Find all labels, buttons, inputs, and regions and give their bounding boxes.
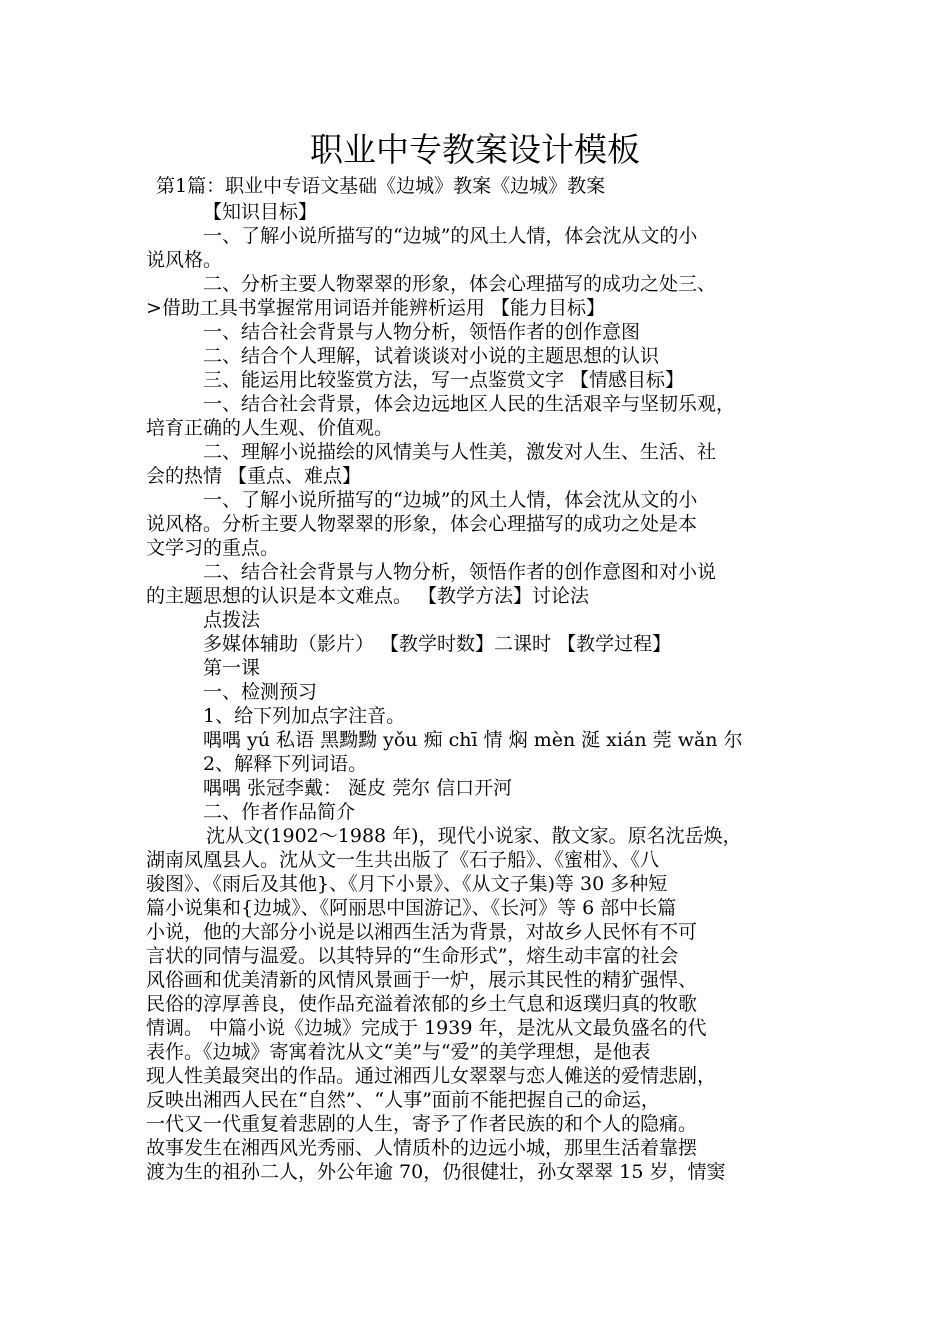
document-subtitle: 第1篇：职业中专语文基础《边城》教案《边城》教案: [156, 175, 606, 197]
text-line: 说风格。: [146, 249, 223, 271]
text-line: 渡为生的祖孙二人，外公年逾 70，仍很健壮，孙女翠翠 15 岁，情窦: [146, 1161, 726, 1183]
text-line: 篇小说集和{边城》、《阿丽思中国游记》、《长河》等 6 部中长篇: [146, 897, 677, 919]
text-line: 民俗的淳厚善良，使作品充溢着浓郁的乡土气息和返璞归真的牧歌: [146, 993, 698, 1015]
text-line: 故事发生在湘西风光秀丽、人情质朴的边远小城，那里生活着靠摆: [146, 1137, 698, 1159]
text-line: 【知识目标】: [203, 201, 318, 223]
text-line: 喁喁 张冠李戴： 涎皮 莞尔 信口开河: [203, 777, 513, 799]
document-title: 职业中专教案设计模板: [310, 130, 640, 169]
text-line: 一、结合社会背景与人物分析，领悟作者的创作意图: [203, 321, 641, 343]
text-line: 骏图》、《雨后及其他}、《月下小景》、《从文子集)等 30 多种短: [146, 873, 668, 895]
text-line: 言状的同情与温爱。以其特异的“生命形式”，熔生动丰富的社会: [146, 945, 679, 967]
text-line: 二、分析主要人物翠翠的形象，体会心理描写的成功之处三、: [203, 273, 717, 295]
text-line: 说风格。分析主要人物翠翠的形象，体会心理描写的成功之处是本: [146, 513, 698, 535]
text-line: 一、了解小说所描写的“边城”的风土人情，体会沈从文的小: [203, 489, 698, 511]
text-line: 一代又一代重复着悲剧的人生，寄予了作者民族的和个人的隐痛。: [146, 1113, 698, 1135]
text-line: 一、了解小说所描写的“边城”的风土人情，体会沈从文的小: [203, 225, 698, 247]
document-body: [146, 200, 826, 1184]
text-line: 小说，他的大部分小说是以湘西生活为背景，对故乡人民怀有不可: [146, 921, 698, 943]
text-line: 二、结合社会背景与人物分析，领悟作者的创作意图和对小说: [203, 561, 717, 583]
text-line: 二、理解小说描绘的风情美与人性美，激发对人生、生活、社: [203, 441, 717, 463]
text-line: 的主题思想的认识是本文难点。 【教学方法】讨论法: [146, 585, 590, 607]
text-line: 湖南凤凰县人。沈从文一生共出版了《石子船》、《蜜柑》、《八: [146, 849, 660, 871]
text-line: 二、作者作品简介: [203, 801, 356, 823]
text-line: 风俗画和优美清新的风情风景画于一炉，展示其民性的精犷强悍、: [146, 969, 698, 991]
text-line: 反映出湘西人民在“自然”、“人事”面前不能把握自己的命运，: [146, 1089, 660, 1111]
text-line: 三、能运用比较鉴赏方法，写一点鉴赏文字 【情感目标】: [203, 369, 685, 391]
text-line: 会的热情 【重点、难点】: [146, 465, 362, 487]
text-line: 2、解释下列词语。: [203, 753, 368, 775]
text-line: >借助工具书掌握常用词语并能辨析运用 【能力目标】: [146, 297, 605, 319]
text-line: 文学习的重点。: [146, 537, 280, 559]
text-line: 表作。《边城》寄寓着沈从文“美”与“爱”的美学理想，是他表: [146, 1041, 651, 1063]
text-line: 沈从文(1902～1988 年)，现代小说家、散文家。原名沈岳焕，: [206, 825, 742, 847]
text-line: 一、结合社会背景，体会边远地区人民的生活艰辛与坚韧乐观，: [203, 393, 736, 415]
text-line: 点拨法: [203, 609, 261, 631]
text-line: 现人性美最突出的作品。通过湘西儿女翠翠与恋人傩送的爱情悲剧，: [146, 1065, 717, 1087]
text-line: 二、结合个人理解，试着谈谈对小说的主题思想的认识: [203, 345, 660, 367]
text-line: 1、给下列加点字注音。: [203, 705, 406, 727]
text-line: 一、检测预习: [203, 681, 318, 703]
text-line: 培育正确的人生观、价值观。: [146, 417, 394, 439]
text-line: 第一课: [203, 657, 261, 679]
text-line: 多媒体辅助（影片） 【教学时数】二课时 【教学过程】: [203, 633, 672, 655]
text-line: 喁喁 yú 私语 黑黝黝 yǒu 痴 chī 情 焖 mèn 涎 xián 莞 wǎn 尔: [203, 729, 743, 751]
text-line: 情调。 中篇小说《边城》完成于 1939 年，是沈从文最负盛名的代: [146, 1017, 707, 1039]
